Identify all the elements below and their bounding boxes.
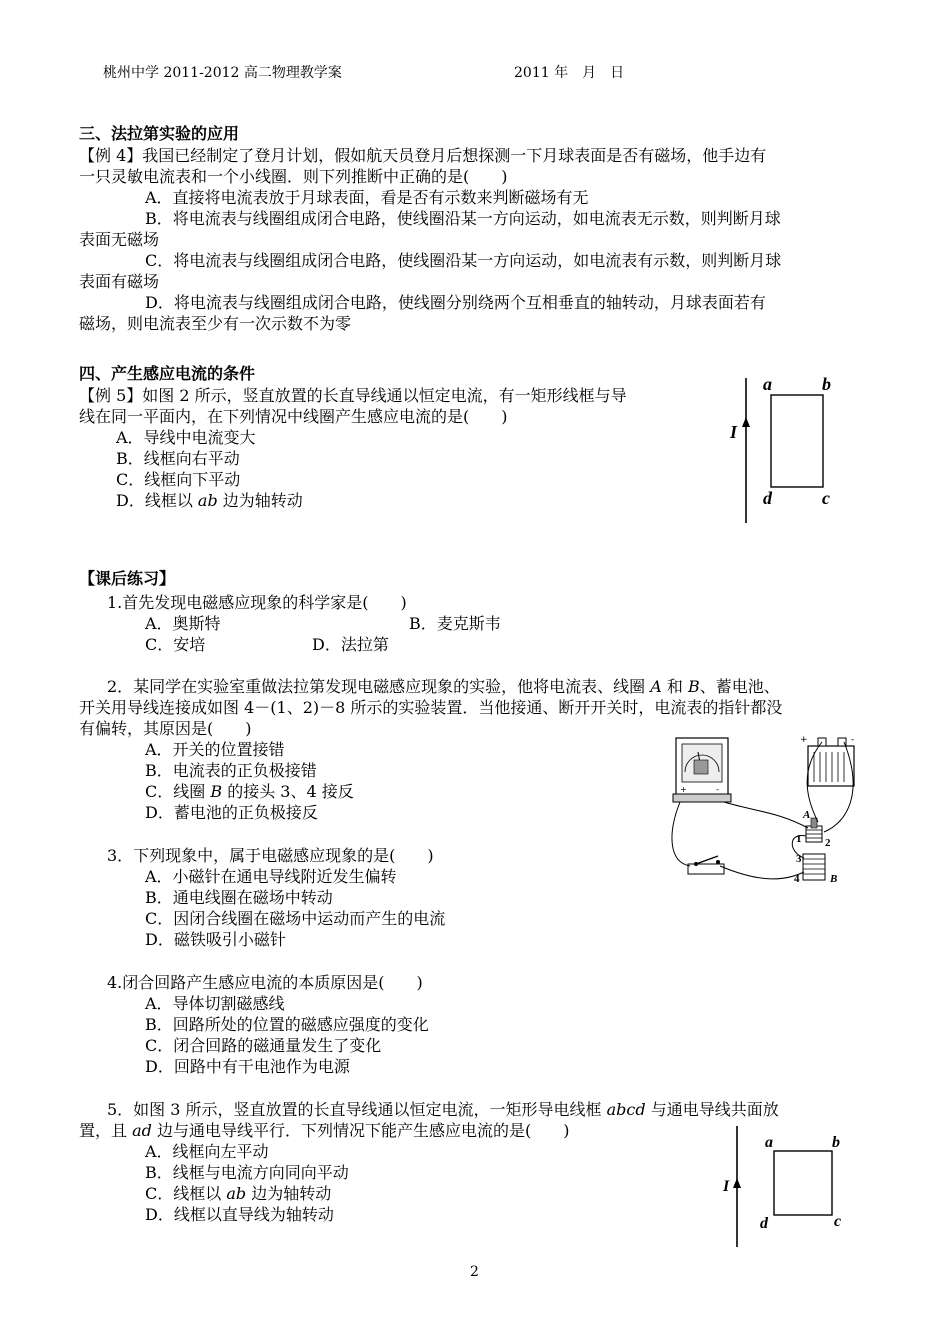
coil-b-icon xyxy=(803,854,825,880)
example-4-option-a: A．直接将电流表放于月球表面，看是否有示数来判断磁场有无 xyxy=(145,188,589,207)
q1-stem: 1.首先发现电磁感应现象的科学家是( ) xyxy=(107,593,407,612)
label-current: I xyxy=(730,422,738,442)
figure-2-diagram xyxy=(720,370,850,530)
section-4-title: 四、产生感应电流的条件 xyxy=(79,364,256,383)
q4-option-d: D．回路中有干电池作为电源 xyxy=(145,1057,350,1076)
q4-option-a: A．导体切割磁感线 xyxy=(145,994,285,1013)
label-terminal-3: 3 xyxy=(796,853,802,865)
homework-title: 【课后练习】 xyxy=(79,569,176,588)
label-terminal-2: 2 xyxy=(825,837,831,849)
label-b: b xyxy=(822,374,831,394)
q4-option-b: B．回路所处的位置的磁感应强度的变化 xyxy=(145,1015,429,1034)
label-c: c xyxy=(834,1213,842,1230)
q5-stem-2: 置，且 ad 边与通电导线平行．下列情况下能产生感应电流的是( ) xyxy=(79,1121,570,1140)
coil-a-icon xyxy=(806,818,822,842)
page-number: 2 xyxy=(470,1264,479,1280)
example-4-stem-1: 【例 4】我国已经制定了登月计划，假如航天员登月后想探测一下月球表面是否有磁场，他手边有 xyxy=(79,146,767,165)
example-5-stem-1: 【例 5】如图 2 所示，竖直放置的长直导线通以恒定电流，有一矩形线框与导 xyxy=(79,386,627,405)
label-d: d xyxy=(760,1215,768,1232)
example-4-option-c-2: 表面有磁场 xyxy=(79,272,160,291)
q2-option-b: B．电流表的正负极接错 xyxy=(145,761,317,780)
q2-stem-2: 开关用导线连接成如图 4－(1、2)－8 所示的实验装置．当他接通、断开开关时，电流表的指针都没 xyxy=(79,698,783,717)
q2-option-a: A．开关的位置接错 xyxy=(145,740,285,759)
q1-option-b: B．麦克斯韦 xyxy=(409,614,501,633)
example-4-option-d-2: 磁场，则电流表至少有一次示数不为零 xyxy=(79,314,352,333)
q2-option-d: D．蓄电池的正负极接反 xyxy=(145,803,318,822)
q3-option-a: A．小磁针在通电导线附近发生偏转 xyxy=(145,867,397,886)
label-c: c xyxy=(822,488,830,508)
label-a: a xyxy=(763,374,772,394)
q1-option-c: C．安培 xyxy=(145,635,206,654)
q5-option-a: A．线框向左平动 xyxy=(145,1142,269,1161)
q3-option-d: D．磁铁吸引小磁针 xyxy=(145,930,286,949)
label-coil-b: B xyxy=(830,873,838,885)
section-3-title: 三、法拉第实验的应用 xyxy=(79,124,240,143)
q5-stem-1: 5．如图 3 所示，竖直放置的长直导线通以恒定电流，一矩形导电线框 abcd 与通电导线共面放 xyxy=(107,1100,779,1119)
q5-option-c: C．线框以 ab 边为轴转动 xyxy=(145,1184,332,1203)
example-4-option-b-2: 表面无磁场 xyxy=(79,230,160,249)
example-4-option-b-1: B．将电流表与线圈组成闭合电路，使线圈沿某一方向运动，如电流表无示数，则判断月球 xyxy=(145,209,781,228)
q5-option-b: B．线框与电流方向同向平动 xyxy=(145,1163,349,1182)
rectangular-loop xyxy=(771,395,823,487)
example-5-option-a: A．导线中电流变大 xyxy=(116,428,256,447)
example-5-option-c: C．线框向下平动 xyxy=(116,470,241,489)
example-5-option-b: B．线框向右平动 xyxy=(116,449,240,468)
q5-option-d: D．线框以直导线为轴转动 xyxy=(145,1205,334,1224)
header-right: 2011 年 月 日 xyxy=(514,65,625,81)
square-loop xyxy=(774,1151,832,1215)
current-arrow-icon xyxy=(742,417,750,427)
q2-option-c: C．线圈 B 的接头 3、4 接反 xyxy=(145,782,354,801)
example-5-stem-2: 线在同一平面内，在下列情况中线圈产生感应电流的是( ) xyxy=(79,407,508,426)
q2-stem-3: 有偏转，其原因是( ) xyxy=(79,719,252,738)
label-coil-a: A xyxy=(803,809,811,821)
example-4-option-c-1: C．将电流表与线圈组成闭合电路，使线圈沿某一方向运动，如电流表有示数，则判断月球 xyxy=(145,251,782,270)
svg-text:+: + xyxy=(680,785,687,794)
current-arrow-icon xyxy=(733,1178,741,1188)
label-b: b xyxy=(832,1134,840,1151)
q2-stem-1: 2．某同学在实验室重做法拉第发现电磁感应现象的实验，他将电流表、线圈 A 和 B、蓄电池、 xyxy=(107,677,780,696)
switch-icon xyxy=(688,856,724,874)
label-current: I xyxy=(723,1178,730,1195)
q3-option-b: B．通电线圈在磁场中转动 xyxy=(145,888,333,907)
label-d: d xyxy=(763,488,772,508)
figure-3-diagram xyxy=(718,1122,848,1252)
example-4-stem-2: 一只灵敏电流表和一个小线圈．则下列推断中正确的是( ) xyxy=(79,167,508,186)
q3-option-c: C．因闭合线圈在磁场中运动而产生的电流 xyxy=(145,909,446,928)
label-terminal-1: 1 xyxy=(796,833,802,845)
q3-stem: 3．下列现象中，属于电磁感应现象的是( ) xyxy=(107,846,434,865)
q1-option-a: A．奥斯特 xyxy=(145,614,221,633)
example-5-option-d: D．线框以 ab 边为轴转动 xyxy=(116,491,303,510)
svg-text:-: - xyxy=(716,785,719,794)
galvanometer-icon xyxy=(673,738,731,802)
apparatus-figure xyxy=(668,732,868,892)
label-a: a xyxy=(765,1134,773,1151)
svg-text:-: - xyxy=(851,735,855,745)
svg-text:+: + xyxy=(800,735,808,745)
header-left: 桃州中学 2011-2012 高二物理教学案 xyxy=(103,65,342,81)
label-terminal-4: 4 xyxy=(794,873,800,885)
q1-option-d: D．法拉第 xyxy=(312,635,389,654)
q4-stem: 4.闭合回路产生感应电流的本质原因是( ) xyxy=(107,973,423,992)
q4-option-c: C．闭合回路的磁通量发生了变化 xyxy=(145,1036,382,1055)
example-4-option-d-1: D．将电流表与线圈组成闭合电路，使线圈分别绕两个互相垂直的轴转动，月球表面若有 xyxy=(145,293,766,312)
battery-icon xyxy=(800,735,854,786)
